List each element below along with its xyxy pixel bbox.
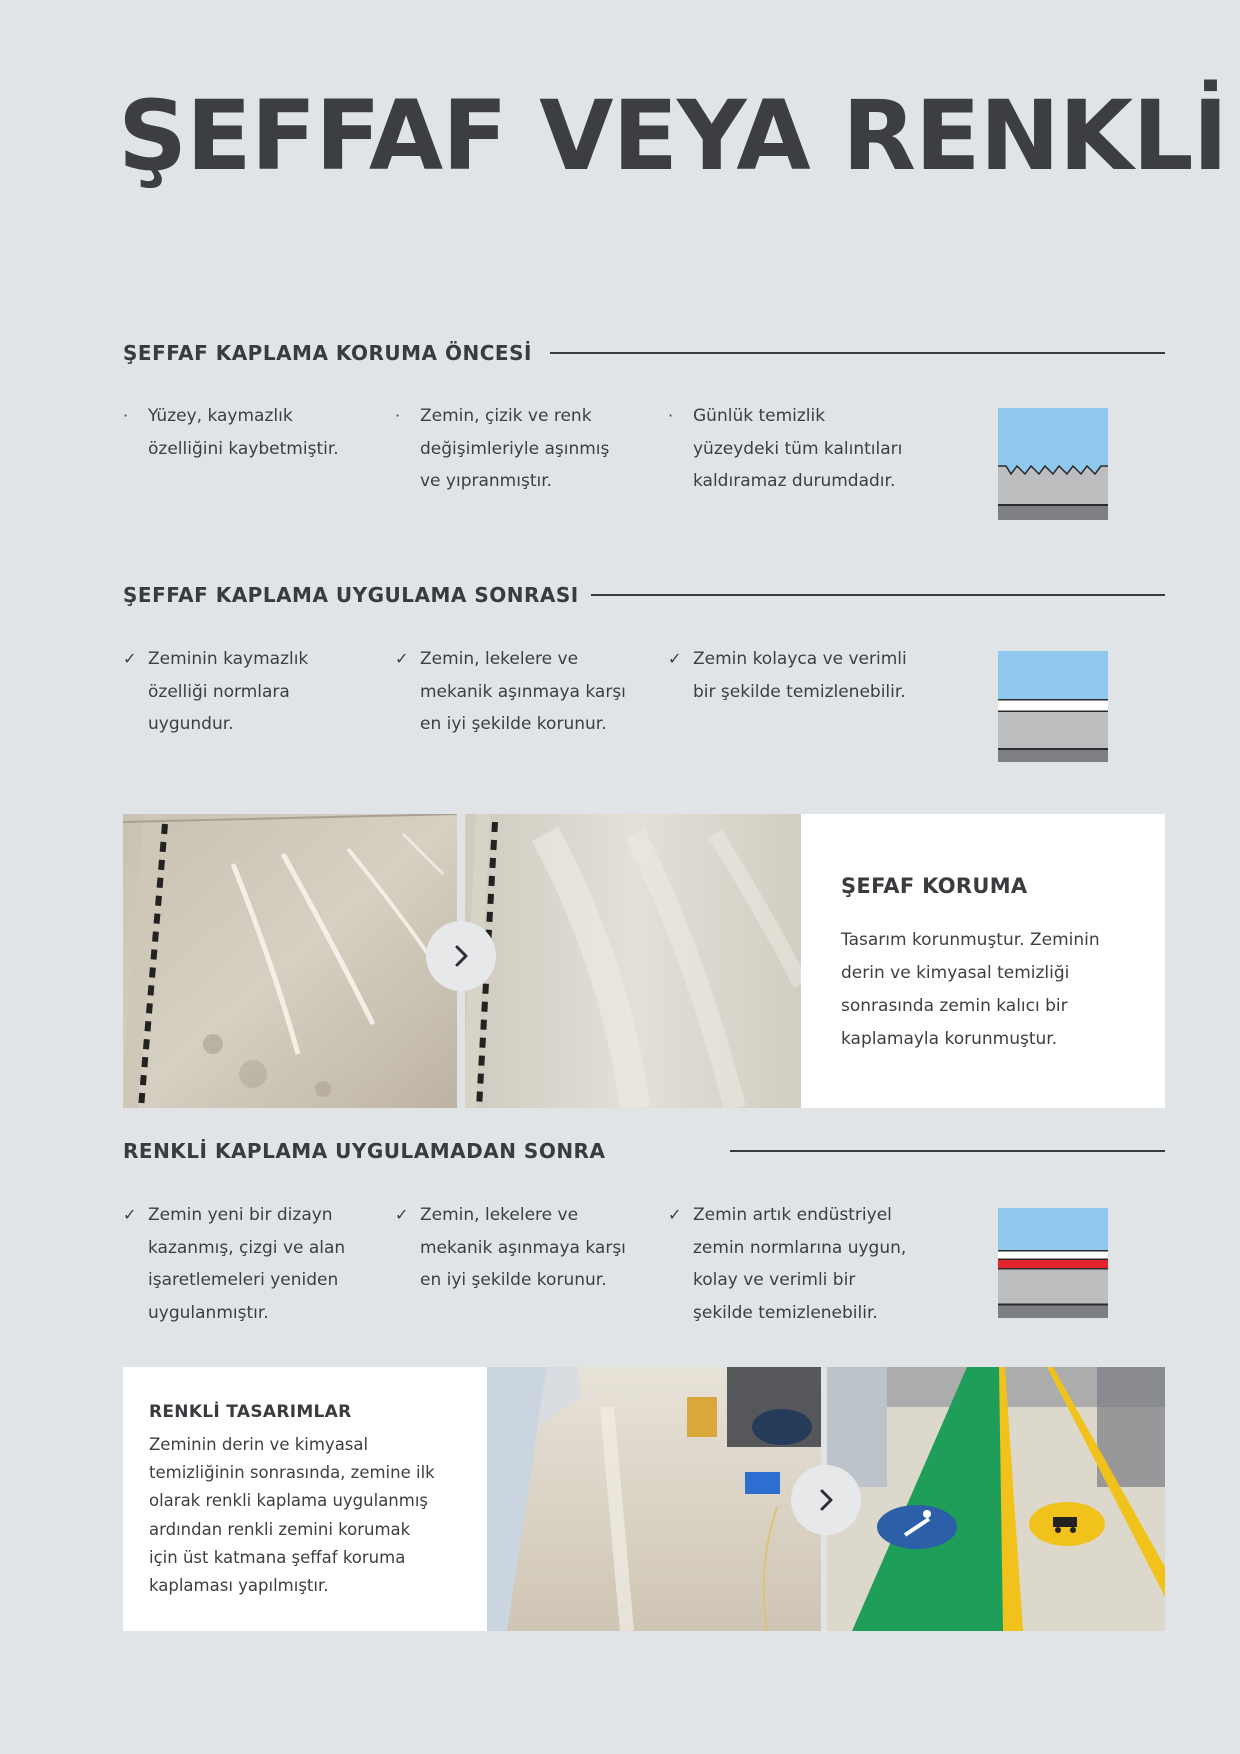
section-heading-label: RENKLİ KAPLAMA UYGULAMADAN SONRA: [123, 1139, 606, 1163]
chevron-right-icon: [448, 943, 474, 969]
cleaning-floor-photo: [487, 1367, 821, 1631]
next-arrow-button: [791, 1465, 861, 1535]
section-heading-after: [123, 580, 1165, 610]
colored-floor-photo: [827, 1367, 1165, 1631]
card-body: Tasarım korunmuştur. Zeminin derin ve kimyasal temizliği sonrasında zemin kalıcı bir kaplamayla korunmuştur.: [841, 930, 1100, 1049]
heading-rule: [550, 352, 1165, 354]
card-body: Zeminin derin ve kimyasal temizliğinin sonrasında, zemine ilk olarak renkli kaplama uygulanmış ardından renkli zemini korumak için üst katmana şeffaf koruma kaplaması yapılmıştır.: [149, 1435, 435, 1596]
section-heading-colored: [123, 1136, 1165, 1166]
clear-coat-layer-diagram: [998, 651, 1108, 762]
clear-protection-card: [801, 814, 1165, 1108]
list-item: ✓ Zemin yeni bir dizayn kazanmış, çizgi ve alan işaretlemeleri yeniden uygulanmıştır.: [148, 1199, 345, 1329]
checkmark-icon: ✓: [668, 649, 682, 668]
worn-floor-layer-diagram: [998, 408, 1108, 520]
color-coat-layer-diagram: [998, 1208, 1108, 1318]
list-item: ✓ Zemin kolayca ve verimli bir şekilde temizlenebilir.: [693, 643, 907, 708]
next-arrow-button: [426, 921, 496, 991]
protected-floor-photo: [465, 814, 801, 1108]
checkmark-icon: ✓: [668, 1205, 682, 1224]
page-title: ŞEFFAF VEYA RENKLİ: [118, 80, 1228, 192]
list-item: · Günlük temizlik yüzeydeki tüm kalıntıları kaldıramaz durumdadır.: [693, 400, 902, 498]
heading-rule: [591, 594, 1165, 596]
section-heading-label: ŞEFFAF KAPLAMA UYGULAMA SONRASI: [123, 583, 579, 607]
checkmark-icon: ✓: [123, 1205, 137, 1224]
list-item: ✓ Zemin, lekelere ve mekanik aşınmaya karşı en iyi şekilde korunur.: [420, 643, 626, 741]
list-item: · Zemin, çizik ve renk değişimleriyle aşınmış ve yıpranmıştır.: [420, 400, 609, 498]
section-heading-label: ŞEFFAF KAPLAMA KORUMA ÖNCESİ: [123, 341, 532, 365]
card-title: RENKLİ TASARIMLAR: [149, 1402, 352, 1422]
checkmark-icon: ✓: [395, 649, 409, 668]
chevron-right-icon: [813, 1487, 839, 1513]
checkmark-icon: ✓: [395, 1205, 409, 1224]
bullet-dot-icon: ·: [668, 406, 674, 425]
heading-rule: [730, 1150, 1165, 1152]
list-item: ✓ Zeminin kaymazlık özelliği normlara uygundur.: [148, 643, 308, 741]
section-heading-before: [123, 338, 1165, 368]
list-item: ✓ Zemin, lekelere ve mekanik aşınmaya karşı en iyi şekilde korunur.: [420, 1199, 626, 1297]
colored-designs-card: [123, 1367, 487, 1631]
card-title: ŞEFAF KORUMA: [841, 874, 1028, 898]
list-item: · Yüzey, kaymazlık özelliğini kaybetmiştir.: [148, 400, 339, 465]
bullet-dot-icon: ·: [395, 406, 401, 425]
checkmark-icon: ✓: [123, 649, 137, 668]
list-item: ✓ Zemin artık endüstriyel zemin normlarına uygun, kolay ve verimli bir şekilde temizlenebilir.: [693, 1199, 906, 1329]
worn-floor-photo: [123, 814, 457, 1108]
bullet-dot-icon: ·: [123, 406, 129, 425]
